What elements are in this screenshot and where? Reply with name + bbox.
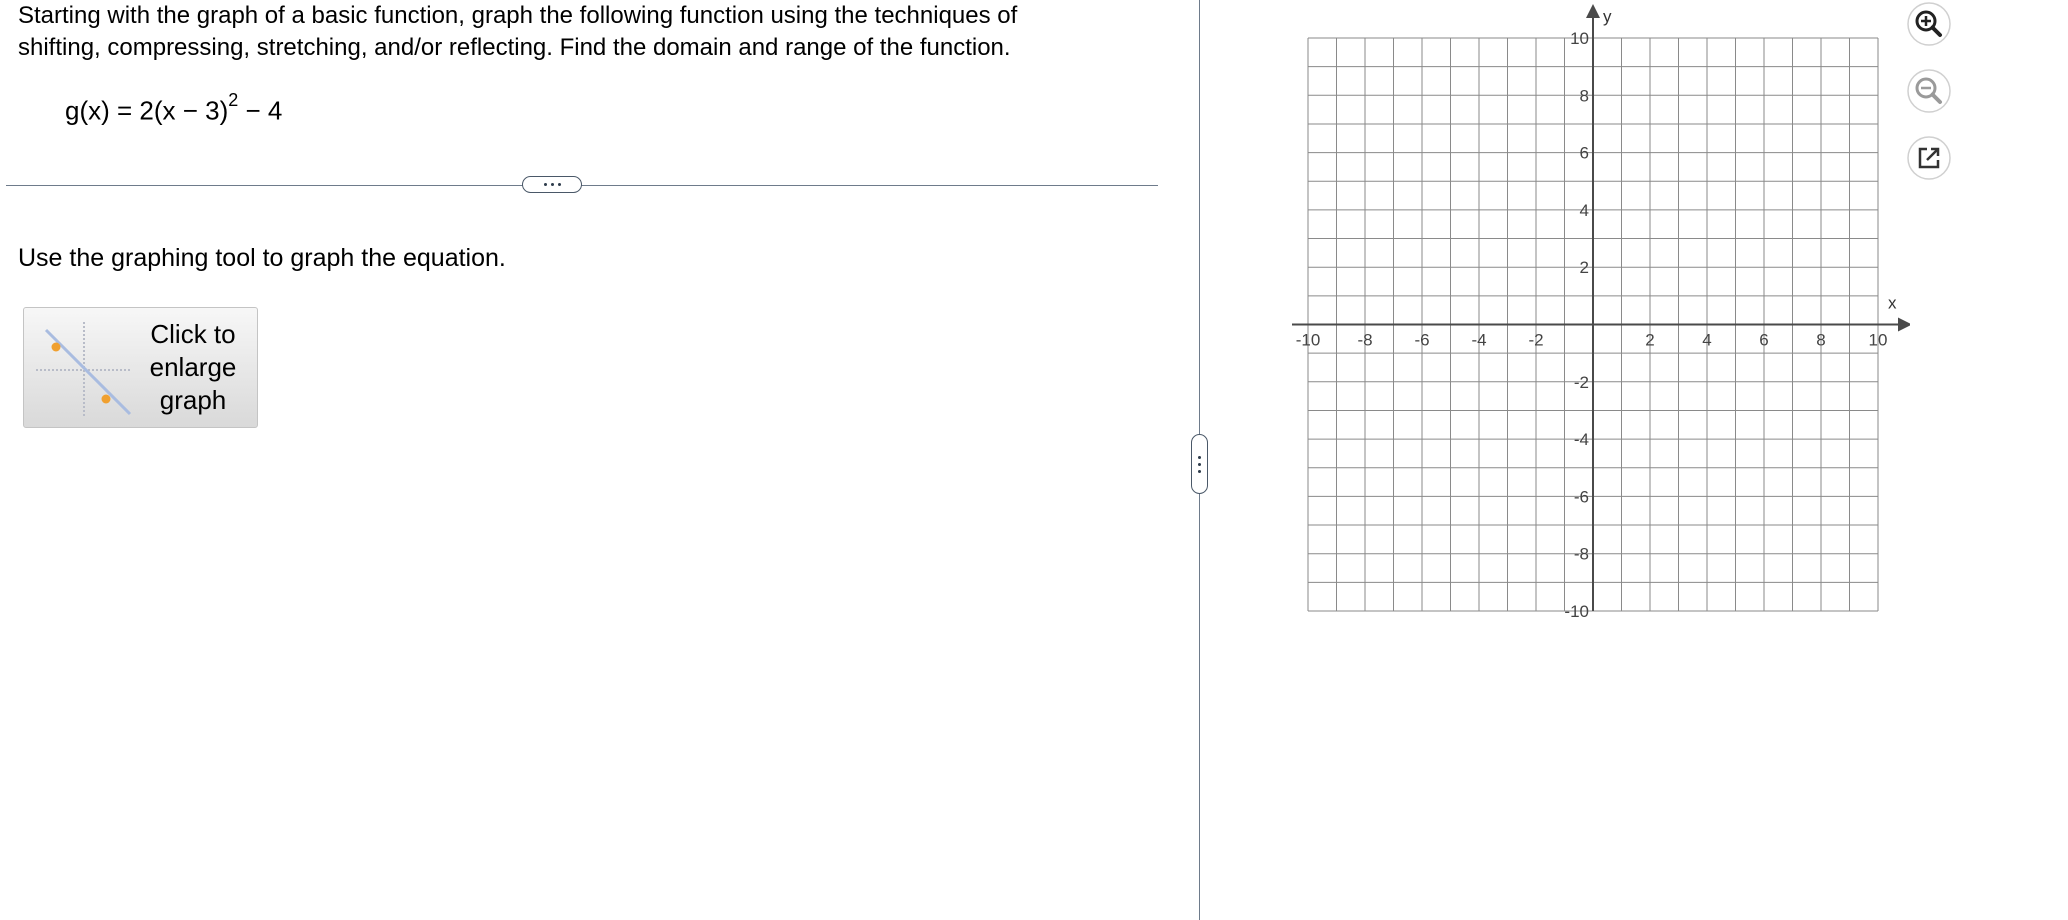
enlarge-label-line-1: Click to <box>150 319 236 349</box>
y-tick-label: 10 <box>1570 29 1589 48</box>
panel-resize-handle[interactable] <box>1191 434 1208 494</box>
x-tick-label: -6 <box>1414 330 1430 350</box>
x-tick-label: -4 <box>1471 330 1487 350</box>
x-tick-label: -8 <box>1357 330 1373 350</box>
popout-icon <box>1905 134 1953 182</box>
x-tick-label: -2 <box>1528 330 1544 350</box>
y-tick-label: 6 <box>1579 143 1589 163</box>
expand-handle-horizontal[interactable] <box>522 176 582 193</box>
horizontal-divider <box>6 185 1158 186</box>
y-tick-label: 8 <box>1579 86 1589 106</box>
x-tick-label: -10 <box>1295 330 1321 350</box>
equation-main: g(x) = 2(x − 3) <box>65 95 229 126</box>
x-tick-label: 2 <box>1645 330 1655 350</box>
x-tick-label: 8 <box>1816 330 1826 350</box>
enlarge-label-line-2: enlarge <box>149 352 237 382</box>
x-tick-label: 10 <box>1868 330 1888 350</box>
function-equation <box>65 90 283 127</box>
y-tick-label: -10 <box>1564 602 1589 620</box>
x-axis-arrow <box>1898 318 1910 332</box>
y-tick-label: -4 <box>1573 430 1589 450</box>
equation-tail: − 4 <box>238 95 283 126</box>
zoom-in-icon <box>1905 0 1953 48</box>
x-tick-label: 6 <box>1759 330 1769 350</box>
dot <box>1198 456 1201 459</box>
graph-thumbnail-icon <box>34 320 134 420</box>
y-tick-label: 4 <box>1579 200 1589 220</box>
instruction-text: Use the graphing tool to graph the equation. <box>18 244 506 272</box>
dot <box>551 183 554 186</box>
y-tick-label: -6 <box>1573 487 1589 507</box>
question-line-2: shifting, compressing, stretching, and/or reflecting. Find the domain and range of the function. <box>18 34 1011 61</box>
y-tick-label: -2 <box>1573 372 1589 392</box>
enlarge-graph-label <box>136 318 250 417</box>
zoom-in-button[interactable] <box>1905 0 1953 48</box>
y-axis-label: y <box>1603 7 1612 26</box>
y-tick-label: 2 <box>1579 258 1589 278</box>
zoom-out-icon <box>1905 67 1953 115</box>
dot <box>544 183 547 186</box>
enlarge-label-line-3: graph <box>159 385 227 415</box>
x-axis-label: x <box>1888 293 1897 313</box>
question-text <box>18 0 1158 64</box>
dot <box>1198 463 1201 466</box>
equation-exponent: 2 <box>228 90 239 110</box>
y-axis-arrow <box>1586 4 1600 18</box>
enlarge-graph-button[interactable] <box>23 307 258 428</box>
dot <box>558 183 561 186</box>
zoom-out-button[interactable] <box>1905 67 1953 115</box>
x-tick-label: 4 <box>1702 330 1712 350</box>
popout-button[interactable] <box>1905 134 1953 182</box>
dot <box>1198 470 1201 473</box>
question-line-1: Starting with the graph of a basic function, graph the following function using the techniques of <box>18 2 1018 29</box>
graphing-area[interactable] <box>1270 0 1910 620</box>
y-tick-label: -8 <box>1573 544 1589 564</box>
